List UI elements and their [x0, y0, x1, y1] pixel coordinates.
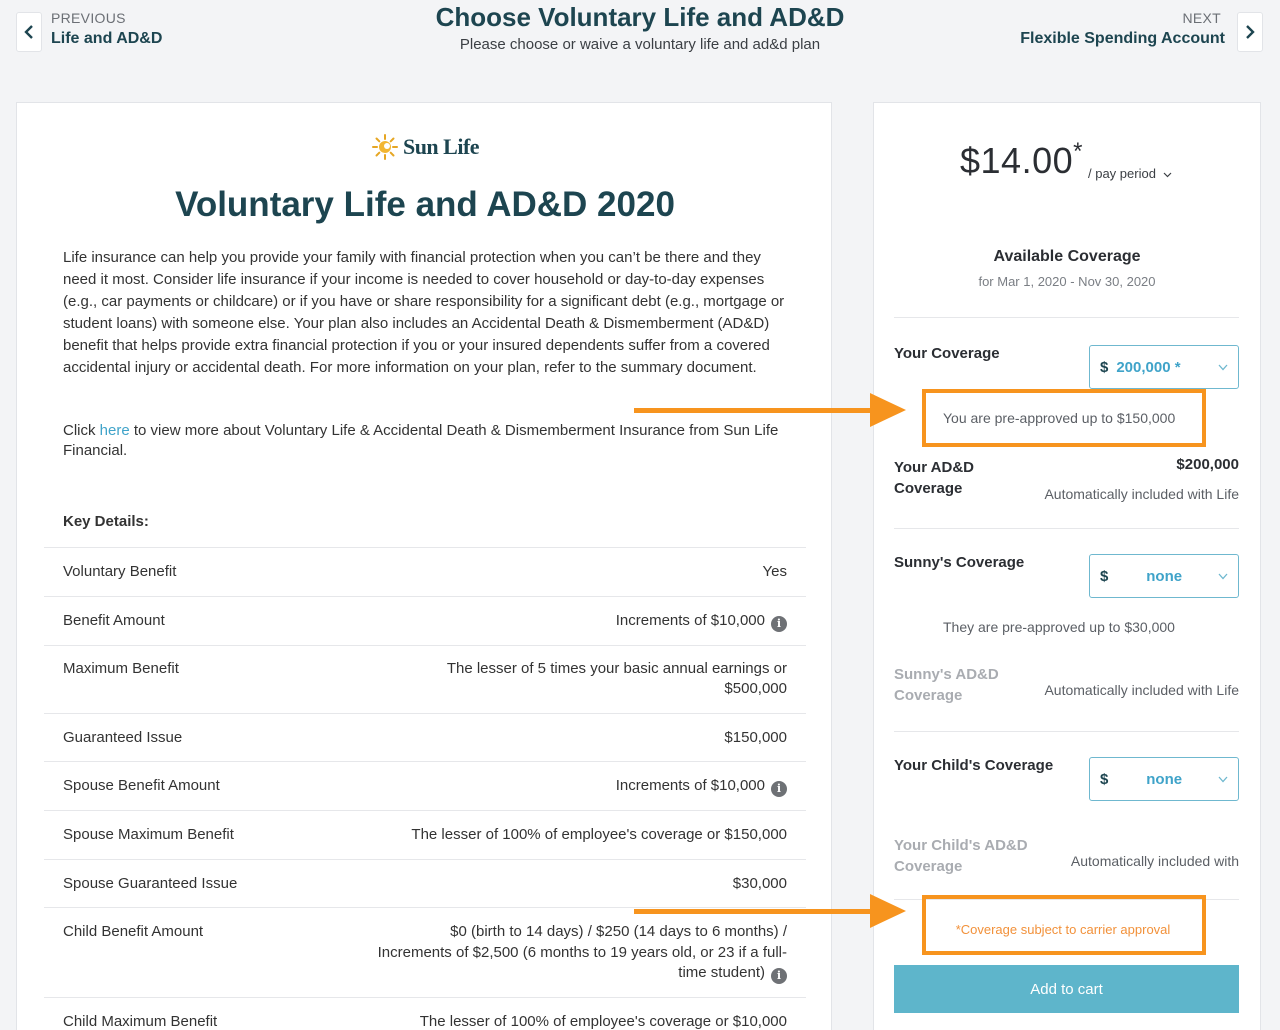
info-icon[interactable]: i — [771, 968, 787, 984]
detail-value: $150,000 — [724, 728, 787, 746]
carrier-approval-disclaimer: *Coverage subject to carrier approval — [955, 922, 1171, 937]
detail-value: Yes — [762, 563, 787, 580]
child-coverage-label: Your Child's Coverage — [894, 757, 1054, 774]
key-details-table — [44, 547, 806, 1030]
info-icon[interactable]: i — [771, 616, 787, 632]
price: $14.00* — [960, 138, 1083, 181]
detail-value: $0 (birth to 14 days) / $250 (14 days to 6 months) / Increments of $2,500 (6 months to 19 years old, or 23 if a full-time student) i — [377, 923, 787, 982]
next-link[interactable]: Flexible Spending Account — [1020, 30, 1225, 47]
key-details-title: Key Details: — [63, 513, 149, 530]
spouse-preapproved-text: They are pre-approved up to $30,000 — [943, 619, 1175, 635]
next-button[interactable] — [1237, 12, 1263, 52]
spouse-coverage-select[interactable]: $ none — [1089, 554, 1239, 598]
page-subtitle: Please choose or waive a voluntary life and ad&d plan — [459, 36, 821, 53]
plan-title: Voluntary Life and AD&D 2020 — [175, 185, 675, 224]
chevron-down-icon — [1218, 776, 1228, 783]
arrow-right-icon — [634, 894, 906, 928]
detail-label: Child Maximum Benefit — [63, 1013, 218, 1030]
detail-label: Spouse Guaranteed Issue — [63, 874, 238, 892]
chevron-down-icon — [1163, 172, 1172, 178]
your-add-amount: $200,000 — [1176, 456, 1239, 473]
child-add-label: Your Child's AD&D Coverage — [894, 837, 1028, 875]
table-row — [44, 646, 806, 714]
detail-label: Spouse Benefit Amount — [63, 777, 220, 794]
add-to-cart-button[interactable]: Add to cart — [894, 965, 1239, 1013]
detail-label: Guaranteed Issue — [63, 728, 183, 746]
divider — [894, 317, 1239, 318]
detail-value: Increments of $10,000 i — [616, 611, 787, 632]
detail-value: Increments of $10,000 i — [616, 776, 787, 797]
detail-label: Voluntary Benefit — [63, 563, 177, 580]
table-row — [44, 714, 806, 763]
plan-click-text — [63, 421, 793, 461]
detail-label: Benefit Amount — [63, 611, 165, 629]
click-prefix: Click — [63, 422, 100, 439]
available-coverage-dates: for Mar 1, 2020 - Nov 30, 2020 — [978, 274, 1156, 289]
spouse-add-label: Sunny's AD&D Coverage — [894, 666, 999, 704]
plan-description: Life insurance can help you provide your family with financial protection when you can’t be there and they need it most. Consider life insurance if your income is needed to cover household or day-to-day expenses (e.g., car payments or childcare) or if you have or share responsibility for a significant debt (e.g., mortgage or student loans) with someone else. Your plan also includes an Accidental Death & Dismemberment (AD&D) benefit that helps provide extra financial protection if you or your insured dependents suffer from a covered accidental injury or accidental death. For more information on your plan, refer to the summary document. — [63, 249, 785, 376]
chevron-down-icon — [1218, 364, 1228, 371]
your-preapproved-text: You are pre-approved up to $150,000 — [943, 410, 1176, 426]
next-caption: NEXT — [1182, 10, 1221, 26]
spouse-coverage-label: Sunny's Coverage — [894, 554, 1025, 571]
previous-link[interactable]: Life and AD&D — [51, 30, 163, 47]
table-row — [44, 998, 806, 1030]
preapproval-highlight-box — [922, 389, 1206, 447]
table-row — [44, 597, 806, 646]
chevron-right-icon — [1245, 25, 1255, 39]
sun-logo-icon — [371, 133, 399, 161]
detail-value: The lesser of 100% of employee's coverage or $10,000 — [419, 1013, 787, 1030]
table-row — [44, 811, 806, 860]
detail-label: Child Benefit Amount — [63, 923, 204, 940]
previous-caption: PREVIOUS — [51, 10, 126, 26]
available-coverage-title: Available Coverage — [993, 248, 1141, 265]
table-row — [44, 548, 806, 597]
page-title: Choose Voluntary Life and AD&D — [435, 2, 845, 32]
your-add-label: Your AD&D Coverage — [894, 459, 974, 497]
your-coverage-label: Your Coverage — [894, 345, 1000, 362]
divider — [894, 528, 1239, 529]
pay-period-dropdown[interactable]: / pay period — [1088, 166, 1172, 181]
table-row — [44, 762, 806, 811]
chevron-down-icon — [1218, 573, 1228, 580]
logo-text: Sun Life — [402, 134, 480, 159]
info-icon[interactable]: i — [771, 781, 787, 797]
plan-details-card — [16, 102, 832, 1030]
child-add-note: Automatically included with — [1070, 853, 1239, 869]
detail-value: The lesser of 5 times your basic annual earnings or $500,000 — [446, 659, 787, 697]
your-coverage-select[interactable]: $ 200,000 * — [1089, 345, 1239, 389]
divider — [894, 731, 1239, 732]
detail-label: Maximum Benefit — [63, 659, 179, 677]
spouse-add-note: Automatically included with Life — [1044, 682, 1239, 698]
here-link[interactable]: here — [99, 422, 130, 439]
detail-value: $30,000 — [732, 874, 787, 892]
detail-value: The lesser of 100% of employee's coverage or $150,000 — [411, 826, 787, 843]
sun-life-logo — [17, 133, 833, 161]
click-suffix: to view more about Voluntary Life & Accidental Death & Dismemberment Insurance from Sun Life Financial. — [63, 422, 779, 459]
your-add-note: Automatically included with Life — [1044, 486, 1239, 502]
arrow-right-icon — [634, 393, 906, 427]
child-coverage-select[interactable]: $ none — [1089, 757, 1239, 801]
detail-label: Spouse Maximum Benefit — [63, 826, 234, 843]
